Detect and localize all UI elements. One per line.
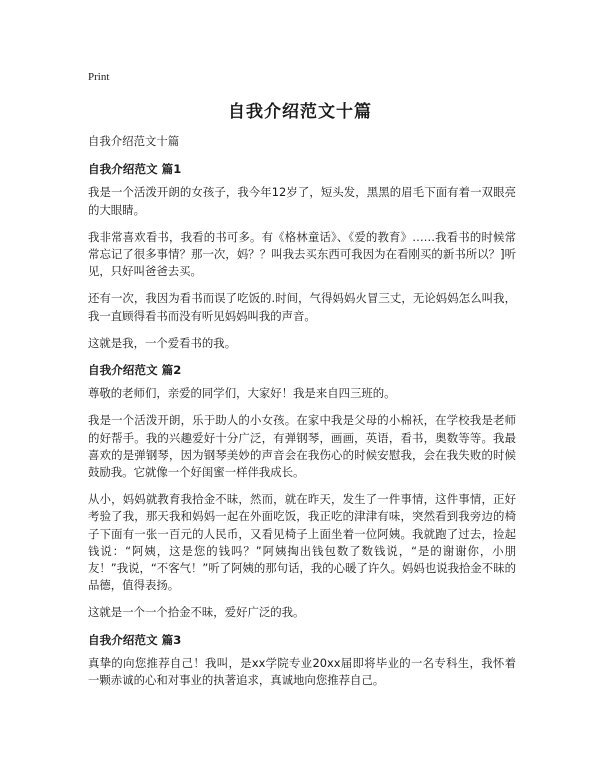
section-1 [88, 161, 516, 352]
section-heading: 自我介绍范文 篇1 [88, 162, 182, 177]
paragraph: 我是一个活泼开朗的女孩子，我今年12岁了，短头发，黑黑的眉毛下面有着一双眼亮的大眼睛。 [88, 185, 516, 217]
document-body [88, 133, 516, 699]
paragraph: 我非常喜欢看书，我看的书可多。有《格林童话》、《爱的教育》……我看书的时候常常忘记了很多事情？那一次，妈？？叫我去买东西可我因为在看刚买的新书所以？]听见，只好叫爸爸去买。 [88, 229, 516, 279]
document-subtitle: 自我介绍范文十篇 [88, 134, 180, 148]
paragraph: 这就是一个一个拾金不昧，爱好广泛的我。 [88, 605, 305, 620]
paragraph: 尊敬的老师们，亲爱的同学们，大家好！我是来自四三班的。 [88, 386, 396, 401]
print-link[interactable]: Print [88, 71, 110, 83]
section-2 [88, 362, 516, 622]
paragraph: 从小，妈妈就教育我拾金不昧，然而，就在昨天，发生了一件事情，这件事情，正好考验了我，那天我和妈妈一起在外面吃饭，我正吃的津津有味，突然看到我旁边的椅子下面有一张一百元的人民币，又看见椅子上面坐着一位阿姨。我就跑了过去，捡起钱说：“阿姨，这是您的钱吗？”阿姨掏出钱包数了数钱说，“是的谢谢你，小朋友！”我说，“不客气！”听了阿姨的那句话，我的心暖了许久。妈妈也说我拾金不昧的品德，值得表扬。 [88, 492, 516, 593]
paragraph: 真挚的向您推荐自己！我叫，是xx学院专业20xx届即将毕业的一名专科生，我怀着一颗赤诚的心和对事业的执著追求，真诚地向您推荐自己。 [88, 655, 516, 688]
page-title: 自我介绍范文十篇 [228, 102, 372, 122]
paragraph: 我是一个活泼开朗，乐于助人的小女孩。在家中我是父母的小棉袄，在学校我是老师的好帮手。我的兴趣爱好十分广泛，有弹钢琴，画画，英语，看书，奥数等等。我最喜欢的是弹钢琴，因为钢琴美妙的声音会在我伤心的时候安慰我，会在我失败的时候鼓励我。它就像一个好闺蜜一样伴我成长。 [88, 413, 516, 480]
section-3 [88, 632, 516, 690]
paragraph: 还有一次，我因为看书而误了吃饭的.时间，气得妈妈火冒三丈，无论妈妈怎么叫我，我一直顾得看书而没有听见妈妈叫我的声音。 [88, 291, 516, 323]
section-heading: 自我介绍范文 篇3 [88, 632, 182, 647]
section-heading: 自我介绍范文 篇2 [88, 363, 182, 378]
paragraph: 这就是我，一个爱看书的我。 [88, 335, 237, 350]
